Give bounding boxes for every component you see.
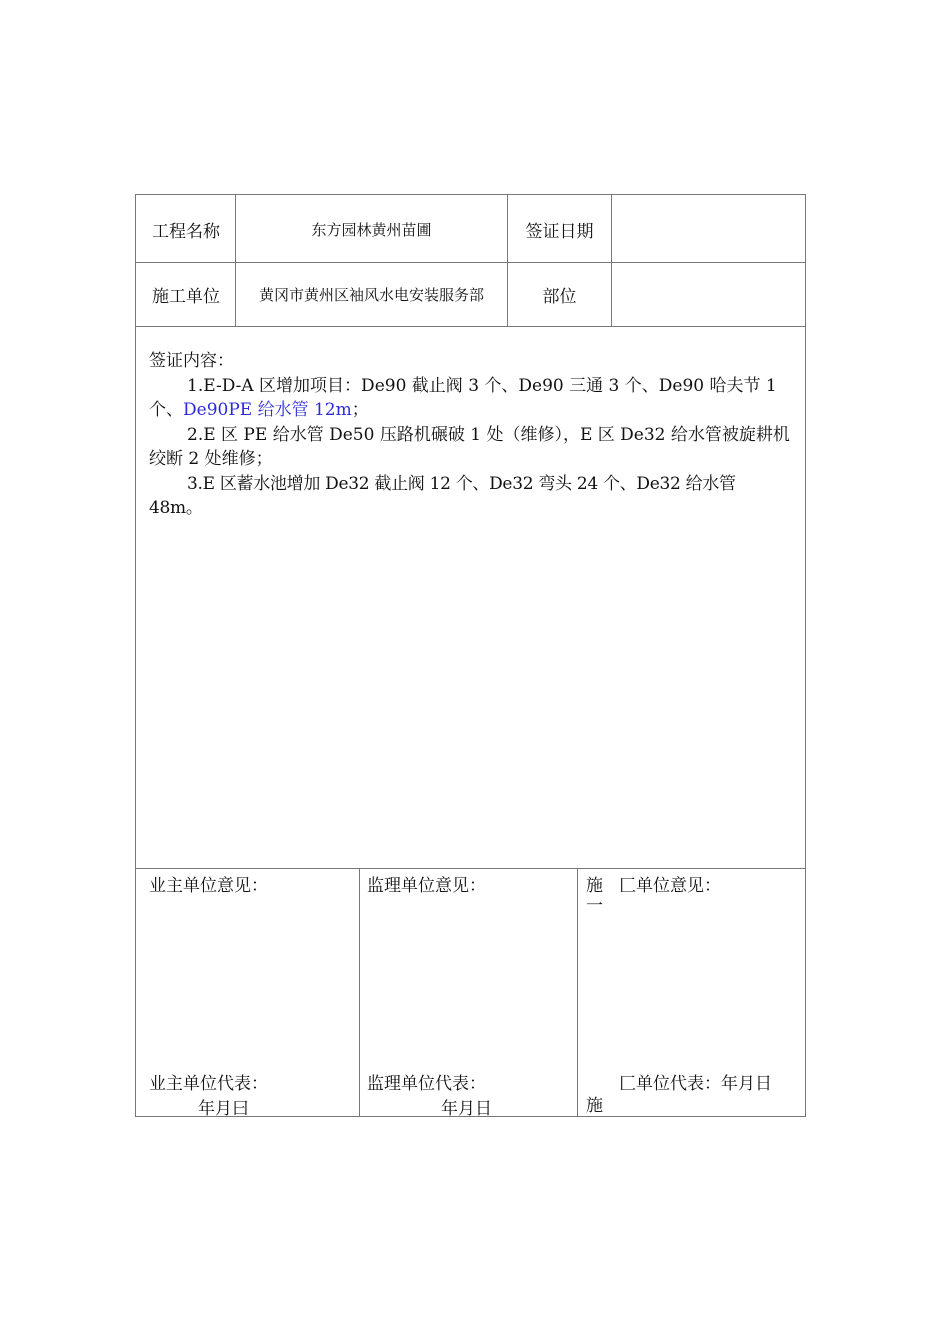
supervisor-representative: 监理单位代表： [367, 1074, 486, 1094]
contractor-rep-char: 施 [586, 1096, 603, 1116]
owner-opinion-label: 业主单位意见： [149, 876, 268, 896]
contractor-char-2: 一 [586, 896, 603, 916]
content-item-3: 3.E 区蓄水池增加 De32 截止阀 12 个、De32 弯头 24 个、De32 给水管 48m。 [149, 473, 736, 518]
location-label: 部位 [542, 287, 577, 307]
content-label: 签证内容： [149, 351, 234, 371]
supervisor-date: 年月日 [441, 1099, 492, 1119]
row-contractor [136, 263, 805, 326]
contractor-opinion-label: 匚单位意见： [619, 876, 721, 896]
contractor-representative: 匚单位代表：年月日 [619, 1074, 772, 1094]
project-name-value: 东方园林黄州苗圃 [311, 220, 432, 239]
content-item-2: 2.E 区 PE 给水管 De50 压路机碾破 1 处（维修），E 区 De32 给水管被旋耕机绞断 2 处维修； [149, 424, 790, 469]
project-name-label: 工程名称 [152, 221, 220, 242]
opinions-section [136, 869, 805, 1117]
sign-date-label: 签证日期 [525, 221, 594, 242]
location-value [612, 263, 806, 326]
sign-date-value [612, 195, 806, 263]
contractor-label: 施工单位 [152, 287, 220, 307]
content-item-1: 1.E-D-A 区增加项目：De90 截止阀 3 个、De90 三通 3 个、De90 哈夫节 1 个、De90PE 给水管 12m； [149, 375, 777, 420]
row-project [136, 195, 805, 263]
visa-content-section [136, 327, 805, 868]
visa-form-table [135, 194, 806, 1117]
contractor-char-1: 施 [586, 876, 603, 896]
contractor-value: 黄冈市黄州区袖风水电安装服务部 [258, 286, 484, 304]
supervisor-opinion-label: 监理单位意见： [367, 876, 486, 896]
owner-representative: 业主单位代表： [149, 1074, 268, 1094]
highlighted-text: De90PE 给水管 12m [183, 400, 352, 420]
owner-date: 年月曰 [198, 1099, 249, 1119]
